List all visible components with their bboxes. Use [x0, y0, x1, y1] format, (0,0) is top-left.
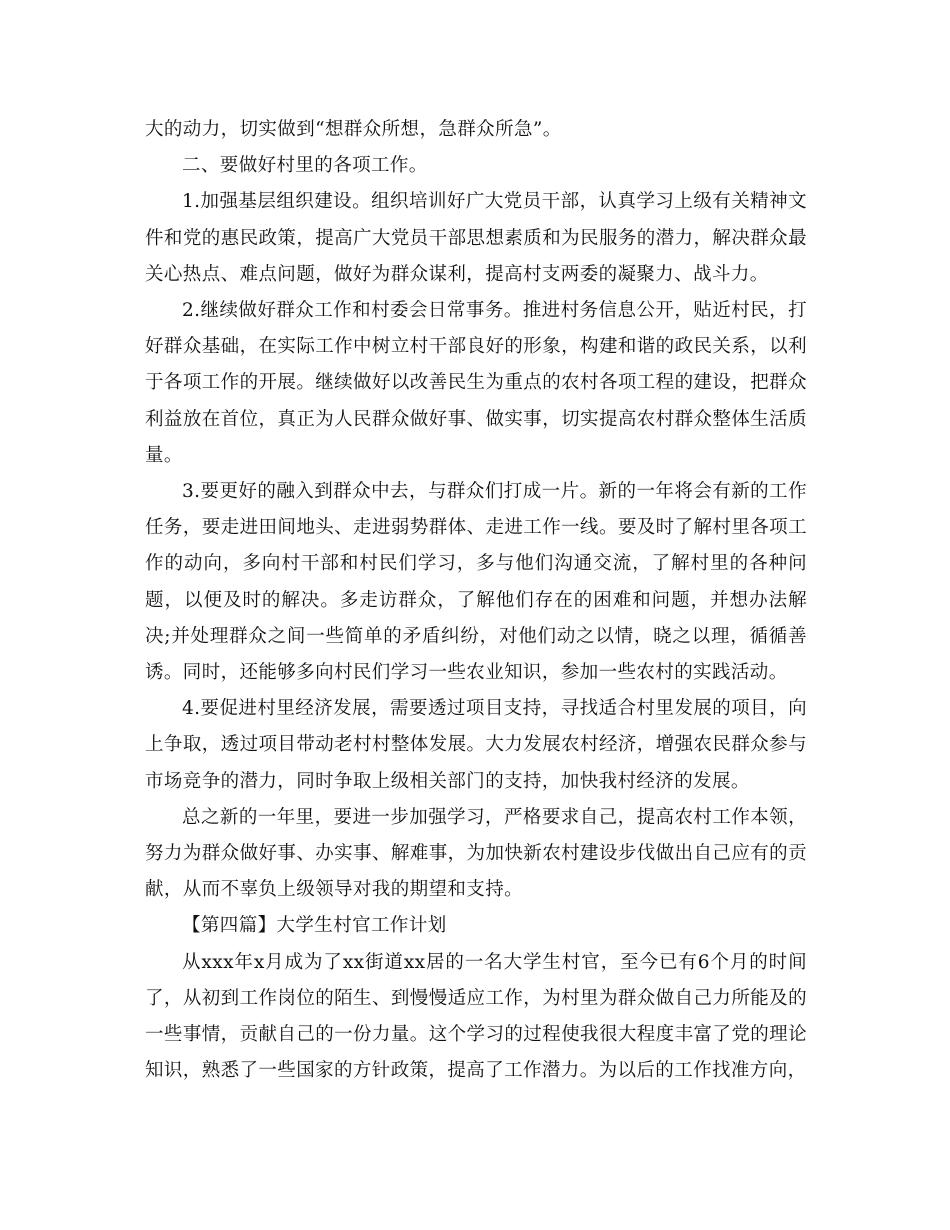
paragraph-summary: 总之新的一年里，要进一步加强学习，严格要求自己，提高农村工作本领，努力为群众做好事、办实事、解难事，为加快新农村建设步伐做出自己应有的贡献，从而不辜负上级领导对我的期望和支持。	[145, 806, 807, 901]
paragraph-item-3: 3.要更好的融入到群众中去，与群众们打成一片。新的一年将会有新的工作任务，要走进田间地头、走进弱势群体、走进工作一线。要及时了解村里各项工作的动向，多向村干部和村民们学习，多与他们沟通交流，了解村里的各种问题，以便及时的解决。多走访群众，了解他们存在的困难和问题，并想办法解决;并处理群众之间一些简单的矛盾纠纷，对他们动之以情，晓之以理，循循善诱。同时，还能够多向村民们学习一些农业知识，参加一些农村的实践活动。	[145, 481, 807, 684]
document-body	[145, 112, 807, 1089]
paragraph-item-2: 2.继续做好群众工作和村委会日常事务。推进村务信息公开，贴近村民，打好群众基础，在实际工作中树立村干部良好的形象，构建和谐的政民关系，以利于各项工作的开展。继续做好以改善民生为重点的农村各项工程的建设，把群众利益放在首位，真正为人民群众做好事、做实事，切实提高农村群众整体生活质量。	[145, 300, 807, 466]
paragraph-continuation: 大的动力，切实做到“想群众所想，急群众所急”。	[145, 119, 562, 140]
section-heading-2: 二、要做好村里的各项工作。	[182, 155, 428, 177]
paragraph-intro: 从xxx年x月成为了xx街道xx居的一名大学生村官，至今已有6个月的时间了，从初到工作岗位的陌生、到慢慢适应工作，为村里为群众做自己力所能及的一些事情，贡献自己的一份力量。这个学习的过程使我很大程度丰富了党的理论知识，熟悉了一些国家的方针政策，提高了工作潜力。为以后的工作找准方向，	[145, 951, 807, 1082]
paragraph-item-1: 1.加强基层组织建设。组织培训好广大党员干部，认真学习上级有关精神文件和党的惠民政策，提高广大党员干部思想素质和为民服务的潜力，解决群众最关心热点、难点问题，做好为群众谋利，提高村支两委的凝聚力、战斗力。	[145, 191, 807, 285]
article-title-fourth: 【第四篇】大学生村官工作计划	[182, 915, 447, 937]
paragraph-item-4: 4.要促进村里经济发展，需要透过项目支持，寻找适合村里发展的项目，向上争取，透过项目带动老村村整体发展。大力发展农村经济，增强农民群众参与市场竞争的潜力，同时争取上级相关部门的支持，加快我村经济的发展。	[145, 698, 807, 792]
